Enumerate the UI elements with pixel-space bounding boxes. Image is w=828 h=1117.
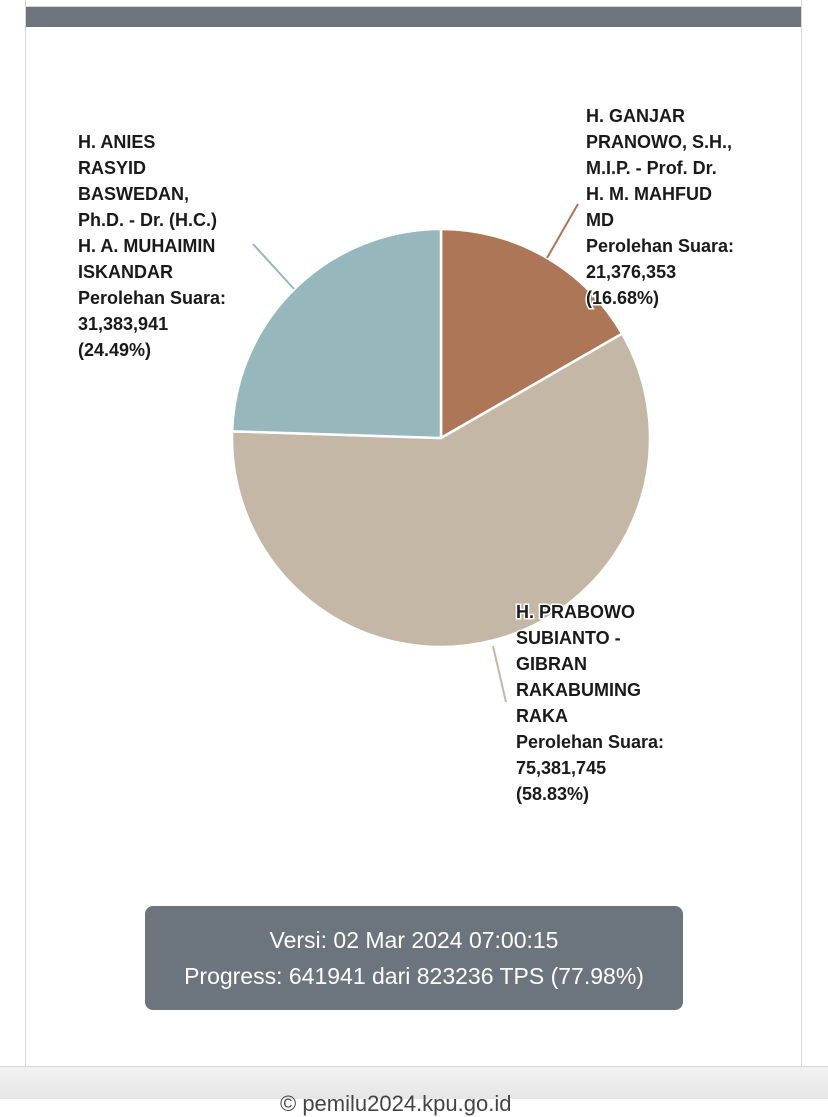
slice-label-line: 75,381,745 (516, 758, 607, 778)
slice-label-line: H. PRABOWO (516, 602, 635, 622)
slice-label-line: SUBIANTO - (516, 628, 621, 648)
version-text: Versi: 02 Mar 2024 07:00:15 (269, 927, 559, 953)
slice-label-line: RAKA (516, 706, 568, 726)
slice-label-line: H. GANJAR (586, 106, 686, 126)
slice-label-line: Perolehan Suara: (78, 288, 227, 308)
slice-label-line: (16.68%) (586, 288, 660, 308)
slice-label-line: H. ANIES (78, 132, 156, 152)
pie-slice-3[interactable] (232, 229, 441, 438)
progress-text: Progress: 641941 dari 823236 TPS (77.98%) (184, 963, 644, 989)
slice-label-line: H. A. MUHAIMIN (78, 236, 216, 256)
slice-label-line: PRANOWO, S.H., (586, 132, 733, 152)
browser-bottom-bar (0, 1066, 828, 1116)
leader-line-1 (547, 204, 578, 258)
slice-label-line: GIBRAN (516, 654, 587, 674)
slice-label-line: Perolehan Suara: (516, 732, 665, 752)
slice-label-line: MD (586, 210, 614, 230)
slice-label-line: 31,383,941 (78, 314, 169, 334)
slice-label-line: RASYID (78, 158, 147, 178)
slice-label-line: H. M. MAHFUD (586, 184, 712, 204)
slice-label-line: BASWEDAN, (78, 184, 189, 204)
slice-label-line: RAKABUMING (516, 680, 641, 700)
slice-label-line: Ph.D. - Dr. (H.C.) (78, 210, 217, 230)
slice-label-line: Perolehan Suara: (586, 236, 735, 256)
slice-label-2 (516, 602, 664, 804)
slice-label-line: (58.83%) (516, 784, 590, 804)
slice-label-line: M.I.P. - Prof. Dr. (586, 158, 717, 178)
slice-label-line: 21,376,353 (586, 262, 677, 282)
leader-line-2 (493, 646, 506, 702)
slice-label-line: ISKANDAR (78, 262, 174, 282)
footer-text: © pemilu2024.kpu.go.id (280, 1091, 512, 1116)
slice-label-3 (78, 132, 226, 360)
leader-line-3 (253, 244, 294, 289)
slice-label-1 (586, 106, 734, 308)
slice-label-line: (24.49%) (78, 340, 152, 360)
version-progress-box (145, 906, 683, 1010)
